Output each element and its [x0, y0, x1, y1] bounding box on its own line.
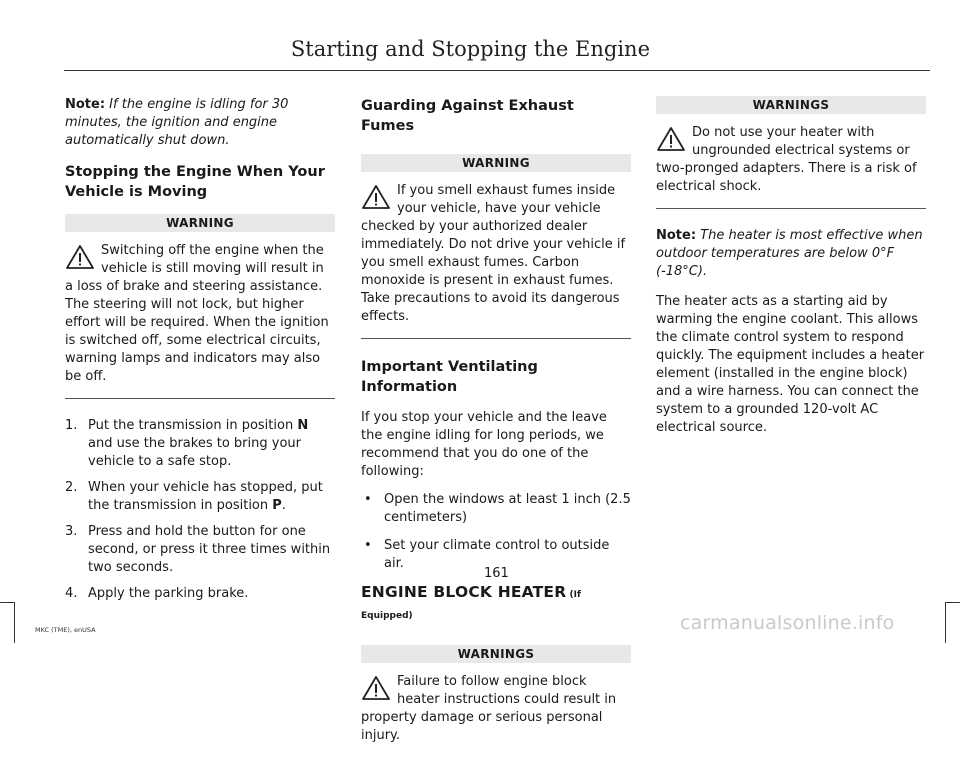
note-label: Note: — [656, 228, 697, 243]
note-text: The heater is most effective when outdoor temperatures are below 0°F (-18°C). — [656, 228, 923, 279]
page-title: Starting and Stopping the Engine — [290, 37, 650, 61]
warning-title-bar: WARNING — [65, 214, 335, 232]
bullet-icon: • — [364, 492, 372, 507]
crop-mark-right-horizontal — [946, 602, 960, 603]
list-item: • Set your climate control to outside air. — [364, 538, 610, 571]
warnings-block — [361, 663, 631, 757]
warning-text: Switching off the engine when the vehicle is still moving will result in a loss of brake and steering assistance. The steering will not lock, but higher effort will be required. When the ignition is switched off, some electrical circuits, warning lamps and indicators may also be off. — [65, 243, 329, 384]
crop-mark-right — [945, 602, 946, 643]
crop-mark-left-horizontal — [0, 602, 14, 603]
crop-mark-left — [14, 602, 15, 643]
list-item: 1. Put the transmission in position N and use the brakes to bring your vehicle to a safe stop. — [65, 418, 309, 469]
column-1 — [65, 96, 335, 611]
list-item: 4. Apply the parking brake. — [65, 586, 249, 601]
section-title-block-heater: ENGINE BLOCK HEATER (If Equipped) — [361, 583, 581, 621]
list-item: • Open the windows at least 1 inch (2.5 centimeters) — [364, 492, 631, 525]
heater-note — [656, 227, 926, 281]
warnings-title-bar: WARNINGS — [361, 645, 631, 663]
document-code: MKC (TME), enUSA — [35, 626, 96, 634]
ventilating-paragraph: If you stop your vehicle and the leave the engine idling for long periods, we recommend that you do one of the following: — [361, 410, 607, 479]
header-rule — [64, 70, 930, 71]
warning-title-bar: WARNING — [361, 154, 631, 172]
warning-text: Do not use your heater with ungrounded electrical systems or two-pronged adapters. There is a risk of electrical shock. — [656, 125, 917, 194]
list-item: 2. When your vehicle has stopped, put the transmission in position P. — [65, 480, 323, 513]
note-text: If the engine is idling for 30 minutes, the ignition and engine automatically shut down. — [65, 97, 289, 148]
warnings-block — [656, 114, 926, 209]
section-heading-stopping: Stopping the Engine When Your Vehicle is Moving — [65, 164, 325, 200]
warning-triangle-icon — [361, 184, 391, 210]
idle-note — [65, 96, 335, 150]
warnings-title-bar: WARNINGS — [656, 96, 926, 114]
section-heading-exhaust: Guarding Against Exhaust Fumes — [361, 98, 574, 134]
ventilating-bullets — [361, 491, 631, 573]
page-number: 161 — [484, 566, 509, 581]
stopping-steps — [65, 417, 335, 603]
section-heading-ventilating: Important Ventilating Information — [361, 359, 538, 395]
column-3 — [656, 96, 926, 449]
watermark: carmanualsonline.info — [680, 612, 895, 634]
warning-block — [65, 232, 335, 399]
note-label: Note: — [65, 97, 106, 112]
list-item: 3. Press and hold the button for one second, or press it three times within two seconds. — [65, 524, 331, 575]
warning-triangle-icon — [656, 126, 686, 152]
warning-block — [361, 172, 631, 339]
bullet-icon: • — [364, 538, 372, 553]
heater-paragraph: The heater acts as a starting aid by warming the engine coolant. This allows the climate control system to respond quickly. The equipment includes a heater element (installed in the engine block) and a wire harness. You can connect the system to a grounded 120-volt AC electrical source. — [656, 294, 925, 435]
warning-text: Failure to follow engine block heater instructions could result in property damage or serious personal injury. — [361, 674, 617, 743]
column-2 — [361, 96, 631, 775]
warning-triangle-icon — [65, 244, 95, 270]
warning-triangle-icon — [361, 675, 391, 701]
warning-text: If you smell exhaust fumes inside your vehicle, have your vehicle checked by your authorized dealer immediately. Do not drive your vehicle if you smell exhaust fumes. Carbon monoxide is present in exhaust fumes. Take precautions to avoid its dangerous effects. — [361, 183, 626, 324]
